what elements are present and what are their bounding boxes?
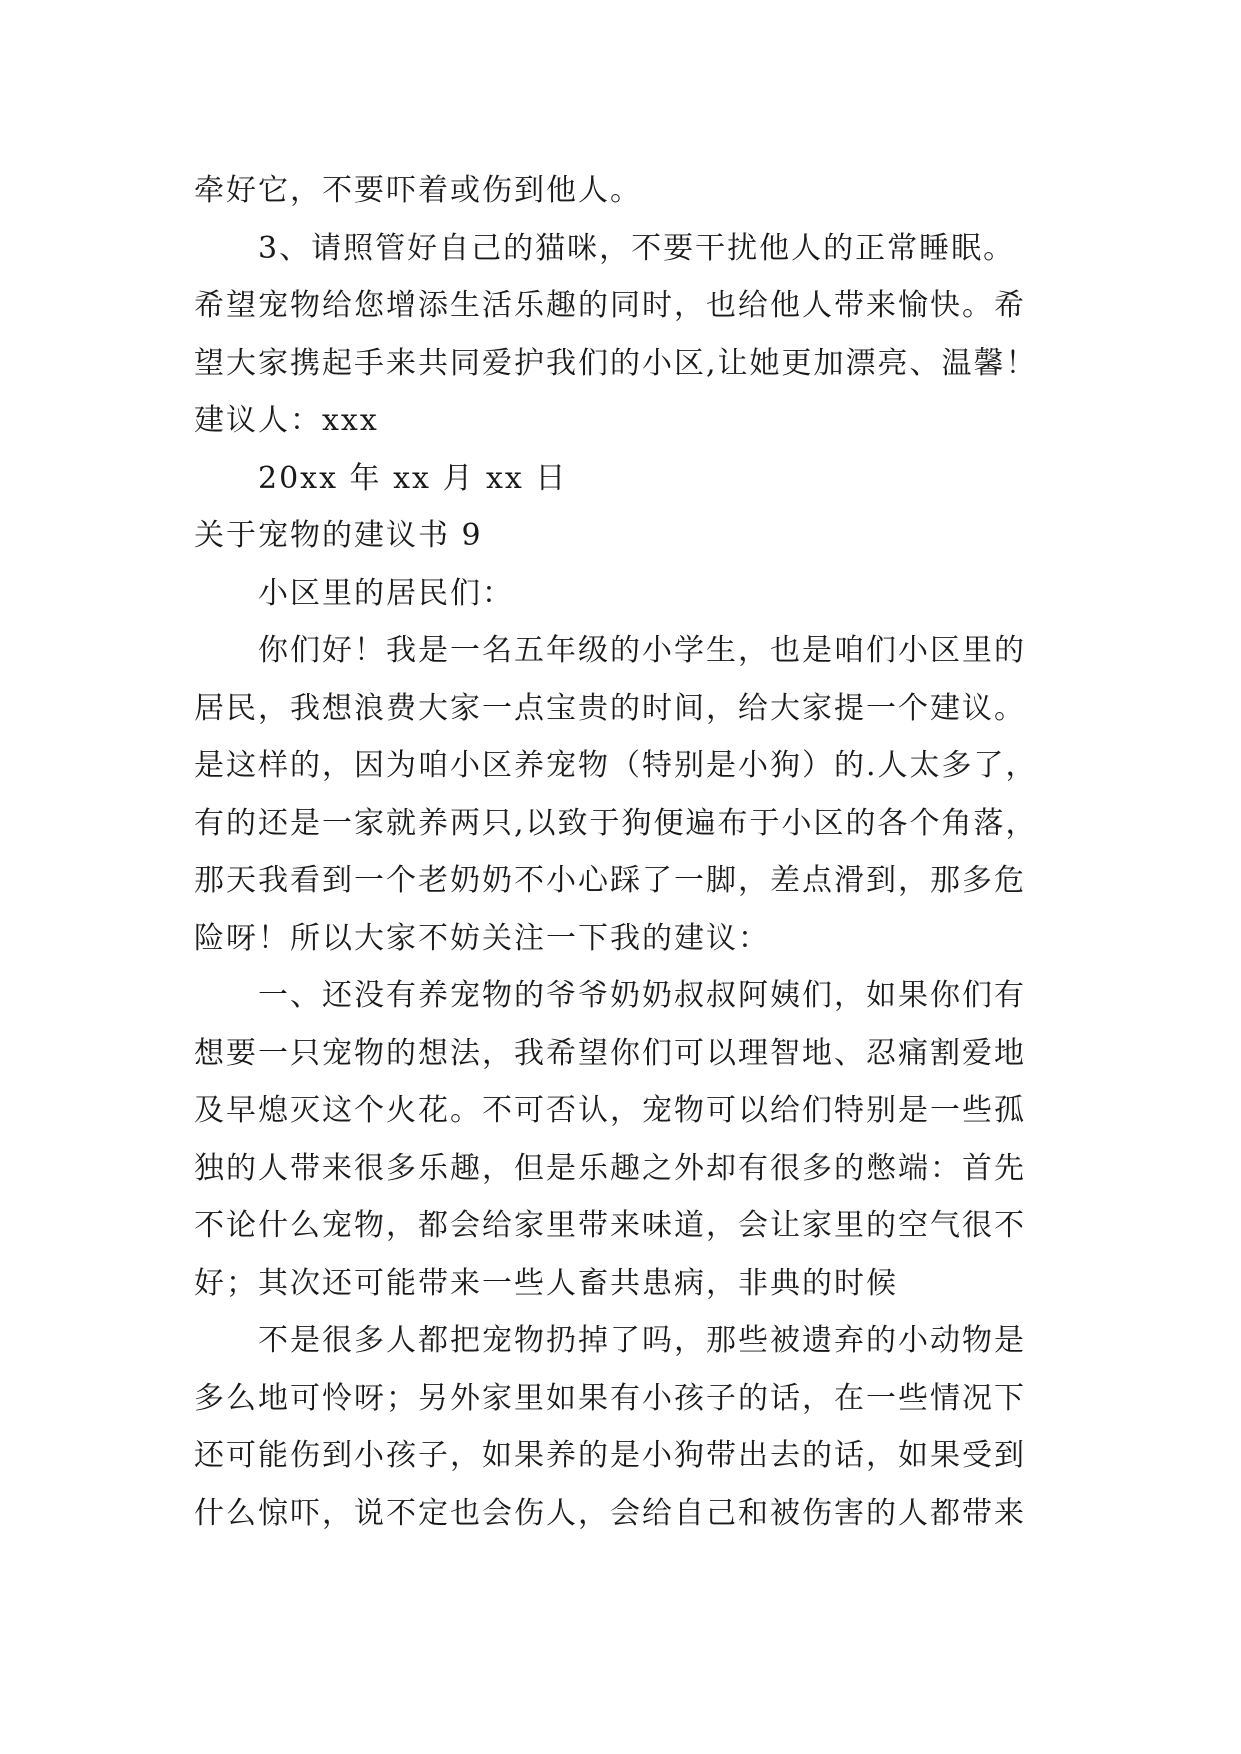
text-line: 想要一只宠物的想法，我希望你们可以理智地、忍痛割爱地 [194,1035,1026,1071]
text-line: 是这样的，因为咱小区养宠物（特别是小狗）的.人太多了， [194,748,1038,783]
text-line: 好；其次还可能带来一些人畜共患病，非典的时候 [194,1265,898,1301]
text-line: 不是很多人都把宠物扔掉了吗，那些被遗弃的小动物是 [258,1323,1026,1358]
text-line: 独的人带来很多乐趣，但是乐趣之外却有很多的憋端：首先 [194,1150,1026,1186]
text-line: 20xx 年 xx 月 xx 日 [258,460,568,496]
text-line: 希望宠物给您增添生活乐趣的同时，也给他人带来愉快。希 [194,288,1026,323]
text-line: 险呀！所以大家不妨关注一下我的建议： [194,920,770,956]
text-line: 什么惊吓，说不定也会伤人，会给自己和被伤害的人都带来 [194,1495,1026,1531]
text-line: 小区里的居民们： [258,575,514,611]
text-line: 建议人：xxx [194,403,379,438]
text-line: 望大家携起手来共同爱护我们的小区,让她更加漂亮、温馨！ [194,345,1038,381]
text-line: 那天我看到一个老奶奶不小心踩了一脚，差点滑到，那多危 [194,863,1026,898]
text-line: 不论什么宠物，都会给家里带来味道，会让家里的空气很不 [194,1208,1026,1243]
text-line: 一、还没有养宠物的爷爷奶奶叔叔阿姨们，如果你们有 [258,978,1026,1013]
text-line: 有的还是一家就养两只,以致于狗便遍布于小区的各个角落， [194,805,1038,841]
text-line: 你们好！我是一名五年级的小学生，也是咱们小区里的 [258,633,1026,668]
text-line: 关于宠物的建议书 9 [194,518,483,553]
text-line: 还可能伤到小孩子，如果养的是小狗带出去的话，如果受到 [194,1438,1026,1473]
text-line: 3、请照管好自己的猫咪，不要干扰他人的正常睡眠。 [258,230,1016,266]
text-line: 牵好它，不要吓着或伤到他人。 [194,173,642,208]
text-line: 多么地可怜呀；另外家里如果有小孩子的话，在一些情况下 [194,1380,1026,1416]
document-body [194,162,1074,1542]
text-line: 居民，我想浪费大家一点宝贵的时间，给大家提一个建议。 [194,690,1026,726]
text-line: 及早熄灭这个火花。不可否认，宠物可以给们特别是一些孤 [194,1093,1026,1128]
